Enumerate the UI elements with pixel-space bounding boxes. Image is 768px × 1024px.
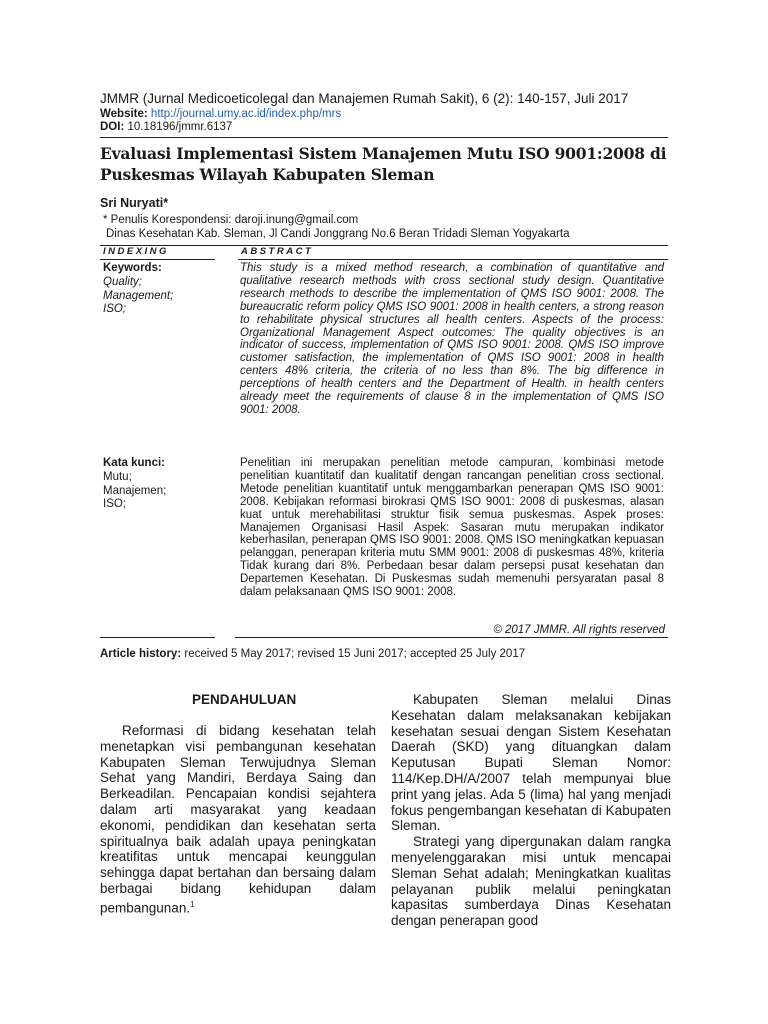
website-line — [100, 108, 341, 120]
right-column — [391, 692, 671, 929]
indexing-bottom-rule — [100, 637, 215, 638]
doi-value[interactable]: 10.18196/jmmr.6137 — [127, 121, 233, 133]
keywords-label: Keywords: — [103, 262, 162, 274]
keyword-item: Management; — [103, 289, 174, 302]
kata-kunci-label: Kata kunci: — [103, 457, 165, 469]
history-text: received 5 May 2017; revised 15 Juni 2017; accepted 25 July 2017 — [181, 648, 526, 660]
indexing-header: INDEXING — [103, 246, 169, 257]
author-name: Sri Nuryati* — [100, 196, 169, 210]
right-paragraph-1: Kabupaten Sleman melalui Dinas Kesehatan dalam melaksanakan kebijakan kesehatan sesuai dengan Sistem Kesehatan Daerah (SKD) yang dituangkan dalam Keputusan Bupati Sleman Nomor: 114/Kep.DH/A/2007 telah mempunyai blue print yang jelas. Ada 5 (lima) hal yang menjadi fokus pengembangan kesehatan di Kabupaten Sleman. — [391, 692, 671, 834]
doi-line — [100, 121, 232, 133]
abstract-header: ABSTRACT — [241, 246, 314, 257]
section-title: PENDAHULUAN — [192, 692, 297, 707]
abstract-header-rule — [238, 259, 668, 260]
journal-citation: JMMR (Jurnal Medicoeticolegal dan Manajemen Rumah Sakit), 6 (2): 140-157, Juli 2017 — [100, 91, 629, 106]
keyword-item: ISO; — [103, 303, 127, 315]
footnote-ref[interactable]: 1 — [190, 899, 195, 909]
left-column — [100, 723, 376, 916]
website-label: Website: — [100, 108, 148, 120]
kata-kunci-list — [103, 471, 166, 512]
keyword-item: Quality; — [103, 276, 142, 288]
article-history — [100, 648, 525, 660]
website-link[interactable]: http://journal.umy.ac.id/index.php/mrs — [150, 108, 342, 120]
kata-kunci-item: Mutu; — [103, 471, 132, 483]
kata-kunci-item: Manajemen; — [103, 484, 167, 497]
affiliation: Dinas Kesehatan Kab. Sleman, Jl Candi Jonggrang No.6 Beran Tridadi Sleman Yogyakarta — [106, 228, 570, 240]
abstract-indonesian: Penelitian ini merupakan penelitian metode campuran, kombinasi metode penelitian kuantitatif dan kualitatif dengan rancangan penelitian cross sectional. Metode penelitian kuantitatif untuk menggambarkan penerapan QMS ISO 9001: 2008. Kebijakan reformasi birokrasi QMS ISO 9001: 2008 di puskesmas, alasan kuat untuk merehabilitasi struktur fisik semua puskesmas. Aspek proses: Manajemen Organisasi Hasil Aspek: Sasaran mutu merupakan indikator keberhasilan, penerapan QMS ISO 9001: 2008. QMS ISO meningkatkan kepuasan pelanggan, penerapan kriteria mutu SMM 9001: 2008 di puskesmas 48%, kriteria Tidak kurang dari 8%. Perbedaan besar dalam persepsi pusat kesehatan dan Departemen Kesehatan. Di Puskesmas sudah memenuhi persyaratan pasal 8 dalam pelaksanaan QMS ISO 9001: 2008. — [240, 457, 664, 599]
header-divider — [100, 137, 668, 138]
history-label: Article history: — [100, 648, 182, 660]
doi-label: DOI: — [100, 121, 125, 133]
kata-kunci-item: ISO; — [103, 498, 127, 510]
correspondence: * Penulis Korespondensi: daroji.inung@gmail.com — [103, 214, 359, 226]
copyright-notice: © 2017 JMMR. All rights reserved — [493, 624, 665, 636]
abstract-english: This study is a mixed method research, a combination of quantitative and qualitative research methods with cross sectional study design. Quantitative research methods to describe the implementation of QMS ISO 9001: 2008. The bureaucratic reform policy QMS ISO 9001: 2008 in health centers, a strong reason to rehabilitate physical structures all health centers. Aspects of the process: Organizational Management Aspect outcomes: The quality objectives is an indicator of success, implementation of QMS ISO 9001: 2008. QMS ISO improve customer satisfaction, the implementation of QMS ISO 9001: 2008 in health centers 48% criteria, the criteria of no less than 8%. The big difference in perceptions of health centers and the Department of Health. in health centers already meet the requirements of clause 8 in the implementation of QMS ISO 9001: 2008. — [240, 262, 664, 416]
keywords-list — [103, 276, 173, 317]
abstract-bottom-rule — [235, 637, 668, 638]
table-top-rule — [100, 245, 668, 246]
intro-paragraph-text: Reformasi di bidang kesehatan telah menetapkan visi pembangunan kesehatan Kabupaten Sleman Terwujudnya Sleman Sehat yang Mandiri, Berdaya Saing dan Berkeadilan. Pencapaian kondisi sejahtera dalam arti masyarakat yang keadaan ekonomi, pendidikan dan kesehatan serta spiritualnya baik adalah upaya peningkatan kreatifitas untuk mencapai keunggulan sehingga dapat bertahan dan bersaing dalam berbagai bidang kehidupan dalam pembangunan. — [100, 723, 376, 916]
right-paragraph-2: Strategi yang dipergunakan dalam rangka menyelenggarakan misi untuk mencapai Sleman Sehat adalah; Meningkatkan kualitas pelayanan publik melalui peningkatan kapasitas sumberdaya Dinas Kesehatan dengan penerapan good — [391, 834, 671, 929]
paper-title: Evaluasi Implementasi Sistem Manajemen Mutu ISO 9001:2008 di Puskesmas Wilayah Kabupaten Sleman — [100, 144, 667, 184]
indexing-header-rule — [100, 259, 215, 260]
intro-paragraph — [100, 723, 376, 916]
